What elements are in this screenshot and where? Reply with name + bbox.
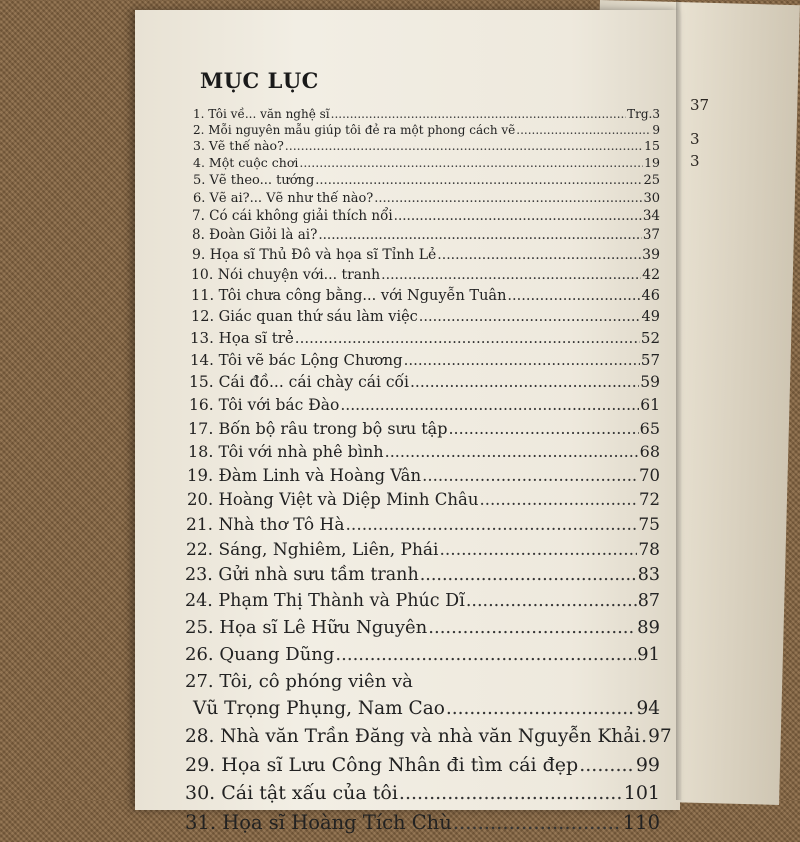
toc-entry-page: 34 [642,208,660,224]
toc-entry-page: 97 [648,726,672,747]
toc-entry-page: 52 [640,329,660,347]
toc-entry-page: 101 [623,782,660,804]
toc-entry [185,756,660,784]
toc-leader-dots [453,813,622,833]
toc-leader-dots [448,421,638,437]
toc-entry [185,108,660,124]
toc-entry-page: 25 [643,173,660,188]
toc-leader-dots [346,517,638,534]
toc-entry-title: 30. Cái tật xấu của tôi [185,782,398,804]
toc-entry [185,813,660,842]
toc-entry-title: 2. Mỗi nguyên mẫu giúp tôi đẻ ra một phong cách vẽ [193,123,516,137]
toc-entry-page: 94 [636,698,660,719]
toc-entry-page: 39 [642,247,660,263]
toc-entry-page: 59 [640,373,660,391]
toc-entry-page: 30 [643,191,660,206]
toc-entry [185,444,660,468]
toc-leader-dots [466,593,637,611]
toc-entry [185,398,660,421]
toc-entry [185,492,660,517]
toc-entry-title: 12. Giác quan thứ sáu làm việc [191,309,418,325]
toc-leader-dots [428,619,636,637]
toc-entry-title: 20. Hoàng Việt và Diệp Minh Châu [187,490,479,509]
toc-entry [185,619,660,646]
toc-entry-title: 24. Phạm Thị Thành và Phúc Dĩ [185,591,465,611]
toc-entry-page: 37 [642,227,660,243]
toc-leader-dots [507,289,640,304]
toc-entry [185,229,660,248]
toc-leader-dots [410,375,639,391]
toc-leader-dots [295,331,640,346]
toc-entry-title: 29. Họa sĩ Lưu Công Nhân đi tìm cái đẹp [185,754,579,776]
toc-entry-title: 9. Họa sĩ Thủ Đô và họa sĩ Tỉnh Lẻ [192,247,437,263]
toc-leader-dots [420,567,637,585]
toc-entry-page: 91 [637,644,660,665]
toc-leader-dots [399,784,623,803]
toc-entry-title: 17. Bốn bộ râu trong bộ sưu tập [188,419,448,438]
toc-entry [185,421,660,444]
toc-entry [185,157,660,174]
toc-leader-dots [440,542,638,559]
toc-entry [185,700,660,728]
toc-entry-page: 78 [638,540,660,560]
toc-entry-page: 68 [639,442,660,461]
toc-entry-page: 70 [639,466,660,485]
toc-leader-dots [419,310,641,325]
toc-leader-dots [315,174,642,187]
toc-entry-page: 46 [641,288,660,304]
toc-entry-title: 4. Một cuộc chơi [193,155,299,170]
toc-entry-page: Trg.3 [627,107,660,121]
toc-entry [185,646,660,673]
toc-entry [185,289,660,310]
toc-entry-title: 23. Gửi nhà sưu tầm tranh [185,565,419,585]
page-edge-shadow [676,0,682,800]
toc-entry-title: Vũ Trọng Phụng, Nam Cao [193,698,445,719]
toc-entry-page: 75 [638,515,660,535]
toc-entry-title: 22. Sáng, Nghiêm, Liên, Phái [186,540,439,560]
toc-entry-title: 3. Vẽ thế nào? [193,138,284,153]
toc-leader-dots [318,229,641,243]
toc-entry [185,353,660,375]
toc-entry-title: 18. Tôi với nhà phê bình [188,442,384,461]
toc-entry [185,542,660,567]
toc-leader-dots [516,124,651,136]
toc-entry-page: 72 [639,490,660,509]
toc-entry-title: 7. Có cái không giải thích nổi [192,208,393,224]
toc-entry-page: 15 [644,138,660,153]
toc-entry [185,593,660,619]
toc-entry-page: 65 [639,419,660,438]
toc-entry-page: 110 [622,811,660,834]
toc-leader-dots [579,756,635,775]
back-page-number: 37 [690,96,710,114]
toc-entry-title: 6. Vẽ ai?... Vẽ như thế nào? [193,191,374,206]
toc-entry-title: 28. Nhà văn Trần Đăng và nhà văn Nguyễn Khải [185,726,641,747]
toc-entry [185,567,660,593]
toc-entry-page: 83 [637,565,660,585]
toc-entry-title: 31. Họa sĩ Hoàng Tích Chù [185,811,452,834]
toc-entry [185,673,660,700]
toc-entry-title: 15. Cái đồ... cái chày cái cối [189,373,409,391]
toc-entry-title: 8. Đoàn Giỏi là ai? [192,227,318,243]
toc-entry [185,468,660,492]
toc-entry-title: 10. Nói chuyện với... tranh [191,267,381,283]
toc-entry-page: 19 [644,155,660,170]
toc-leader-dots [335,646,636,664]
toc-entry [185,174,660,192]
toc-leader-dots [381,268,641,282]
toc-leader-dots [641,728,647,747]
page-title: MỤC LỤC [200,68,319,93]
toc-entry-page: 99 [635,754,660,776]
toc-entry [185,517,660,542]
toc-entry [185,268,660,289]
toc-entry-page: 87 [637,591,660,611]
toc-entry-title: 21. Nhà thơ Tô Hà [186,515,345,535]
toc-entry [185,248,660,268]
toc-entry [185,310,660,331]
toc-leader-dots [299,157,643,170]
toc-leader-dots [404,353,640,368]
toc-leader-dots [480,492,639,509]
toc-entry-title: 11. Tôi chưa công bằng... với Nguyễn Tuân [191,288,507,304]
toc-leader-dots [340,398,639,414]
toc-entry-page: 89 [637,617,660,638]
toc-leader-dots [374,192,642,205]
toc-entry-title: 27. Tôi, cô phóng viên và [185,671,413,692]
toc-entry-page: 9 [652,123,660,137]
toc-entry-title: 26. Quang Dũng [185,644,335,665]
toc-leader-dots [331,108,626,120]
toc-leader-dots [437,248,641,262]
toc-leader-dots [422,468,638,485]
toc-entry-title: 13. Họa sĩ trẻ [190,329,294,347]
toc-entry-title: 25. Họa sĩ Lê Hữu Nguyên [185,617,428,638]
toc-entry-title: 16. Tôi với bác Đào [189,396,340,414]
toc-leader-dots [394,210,642,224]
toc-leader-dots [446,700,636,719]
toc-entry-title: 1. Tôi về... văn nghệ sĩ [193,107,330,121]
toc-entry-title: 14. Tôi vẽ bác Lộng Chương [190,351,403,369]
toc-entry-page: 49 [641,309,660,325]
table-of-contents [185,107,672,842]
toc-entry-title: 5. Vẽ theo... tướng [193,173,315,188]
toc-entry [185,784,660,813]
back-page-number: 3 [690,152,700,170]
toc-leader-dots [285,140,643,153]
toc-entry [185,375,660,398]
toc-entry-page: 61 [640,396,660,414]
toc-entry-page: 42 [642,267,660,283]
toc-entry-page: 57 [640,351,660,369]
back-page-number: 3 [690,130,700,148]
toc-leader-dots [385,444,639,460]
toc-entry [185,726,672,756]
toc-entry-title: 19. Đàm Linh và Hoàng Vân [187,466,422,485]
toc-entry [185,331,660,353]
